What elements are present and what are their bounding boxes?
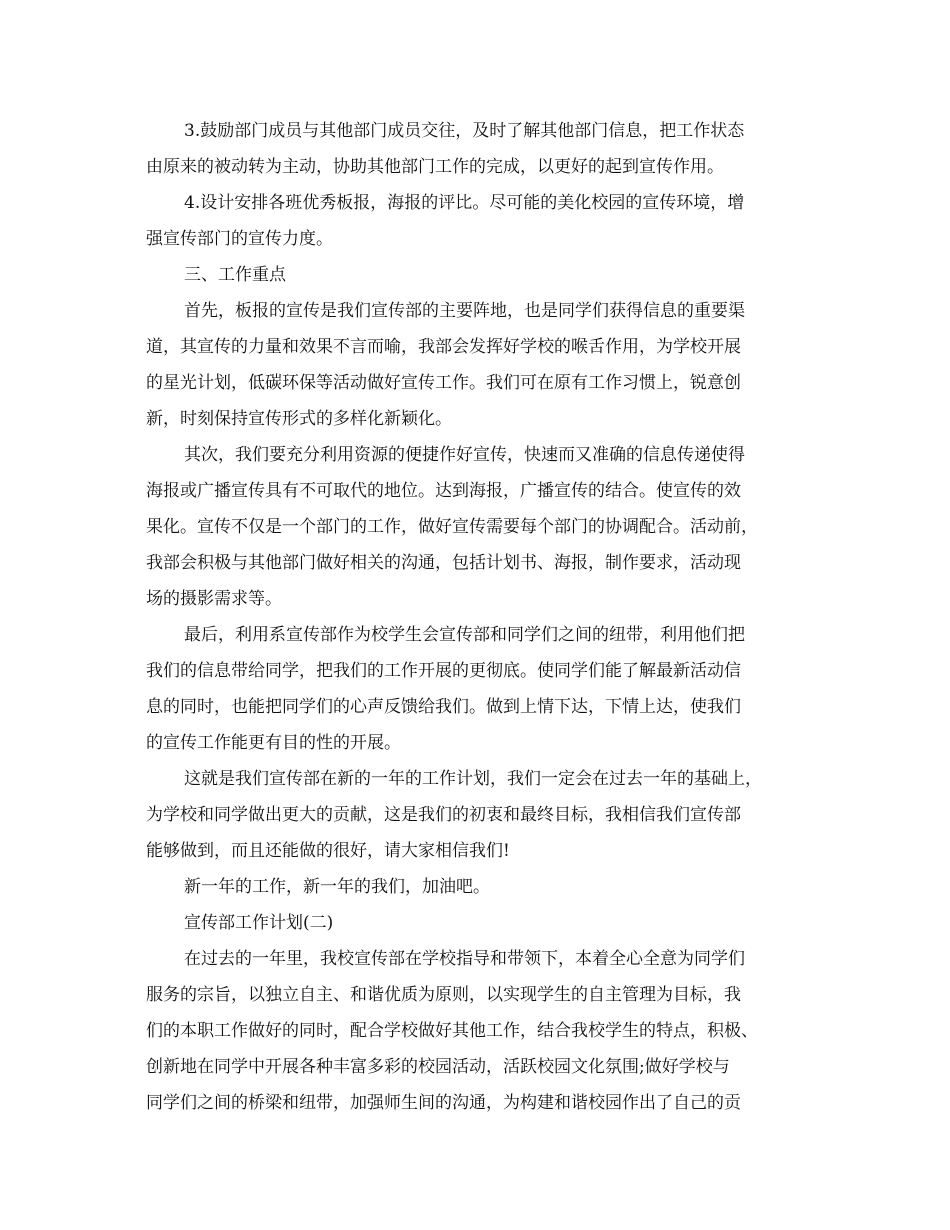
text-line: 创新地在同学中开展各种丰富多彩的校园活动，活跃校园文化氛围;做好学校与 — [146, 1057, 730, 1077]
text-line: 息的同时，也能把同学们的心声反馈给我们。做到上情下达，下情上达，使我们 — [146, 697, 741, 717]
text-line: 强宣传部门的宣传力度。 — [146, 229, 333, 249]
text-line: 首先，板报的宣传是我们宣传部的主要阵地，也是同学们获得信息的重要渠 — [184, 301, 745, 321]
text-line: 4.设计安排各班优秀板报，海报的评比。尽可能的美化校园的宣传环境，增 — [184, 193, 745, 213]
text-line: 新，时刻保持宣传形式的多样化新颖化。 — [146, 409, 452, 429]
text-line: 海报或广播宣传具有不可取代的地位。达到海报，广播宣传的结合。使宣传的效 — [146, 481, 741, 501]
text-line: 3.鼓励部门成员与其他部门成员交往，及时了解其他部门信息，把工作状态 — [184, 121, 745, 141]
text-line: 我们的信息带给同学，把我们的工作开展的更彻底。使同学们能了解最新活动信 — [146, 661, 741, 681]
text-line: 服务的宗旨，以独立自主、和谐优质为原则，以实现学生的自主管理为目标，我 — [146, 985, 741, 1005]
text-line: 场的摄影需求等。 — [146, 589, 282, 609]
text-line: 为学校和同学做出更大的贡献，这是我们的初衷和最终目标，我相信我们宣传部 — [146, 805, 741, 825]
text-line: 同学们之间的桥梁和纽带，加强师生间的沟通，为构建和谐校园作出了自己的贡 — [146, 1093, 741, 1113]
text-line: 最后，利用系宣传部作为校学生会宣传部和同学们之间的纽带，利用他们把 — [184, 625, 745, 645]
text-line: 们的本职工作做好的同时，配合学校做好其他工作，结合我校学生的特点，积极、 — [146, 1021, 758, 1041]
text-line: 果化。宣传不仅是一个部门的工作，做好宣传需要每个部门的协调配合。活动前， — [146, 517, 758, 537]
text-line: 我部会积极与其他部门做好相关的沟通，包括计划书、海报，制作要求，活动现 — [146, 553, 741, 573]
text-line: 的宣传工作能更有目的性的开展。 — [146, 733, 401, 753]
text-line: 其次，我们要充分利用资源的便捷作好宣传，快速而又准确的信息传递使得 — [184, 445, 745, 465]
text-line: 在过去的一年里，我校宣传部在学校指导和带领下，本着全心全意为同学们 — [184, 949, 745, 969]
text-line: 能够做到，而且还能做的很好，请大家相信我们! — [146, 841, 510, 861]
text-line: 由原来的被动转为主动，协助其他部门工作的完成，以更好的起到宣传作用。 — [146, 157, 724, 177]
text-line: 的星光计划，低碳环保等活动做好宣传工作。我们可在原有工作习惯上，锐意创 — [146, 373, 741, 393]
text-line: 新一年的工作，新一年的我们，加油吧。 — [184, 877, 490, 897]
document-body — [146, 113, 806, 1121]
text-line: 道，其宣传的力量和效果不言而喻，我部会发挥好学校的喉舌作用，为学校开展 — [146, 337, 741, 357]
text-line: 三、工作重点 — [184, 265, 286, 285]
text-line: 这就是我们宣传部在新的一年的工作计划，我们一定会在过去一年的基础上， — [184, 769, 762, 789]
text-line: 宣传部工作计划(二) — [184, 913, 334, 933]
